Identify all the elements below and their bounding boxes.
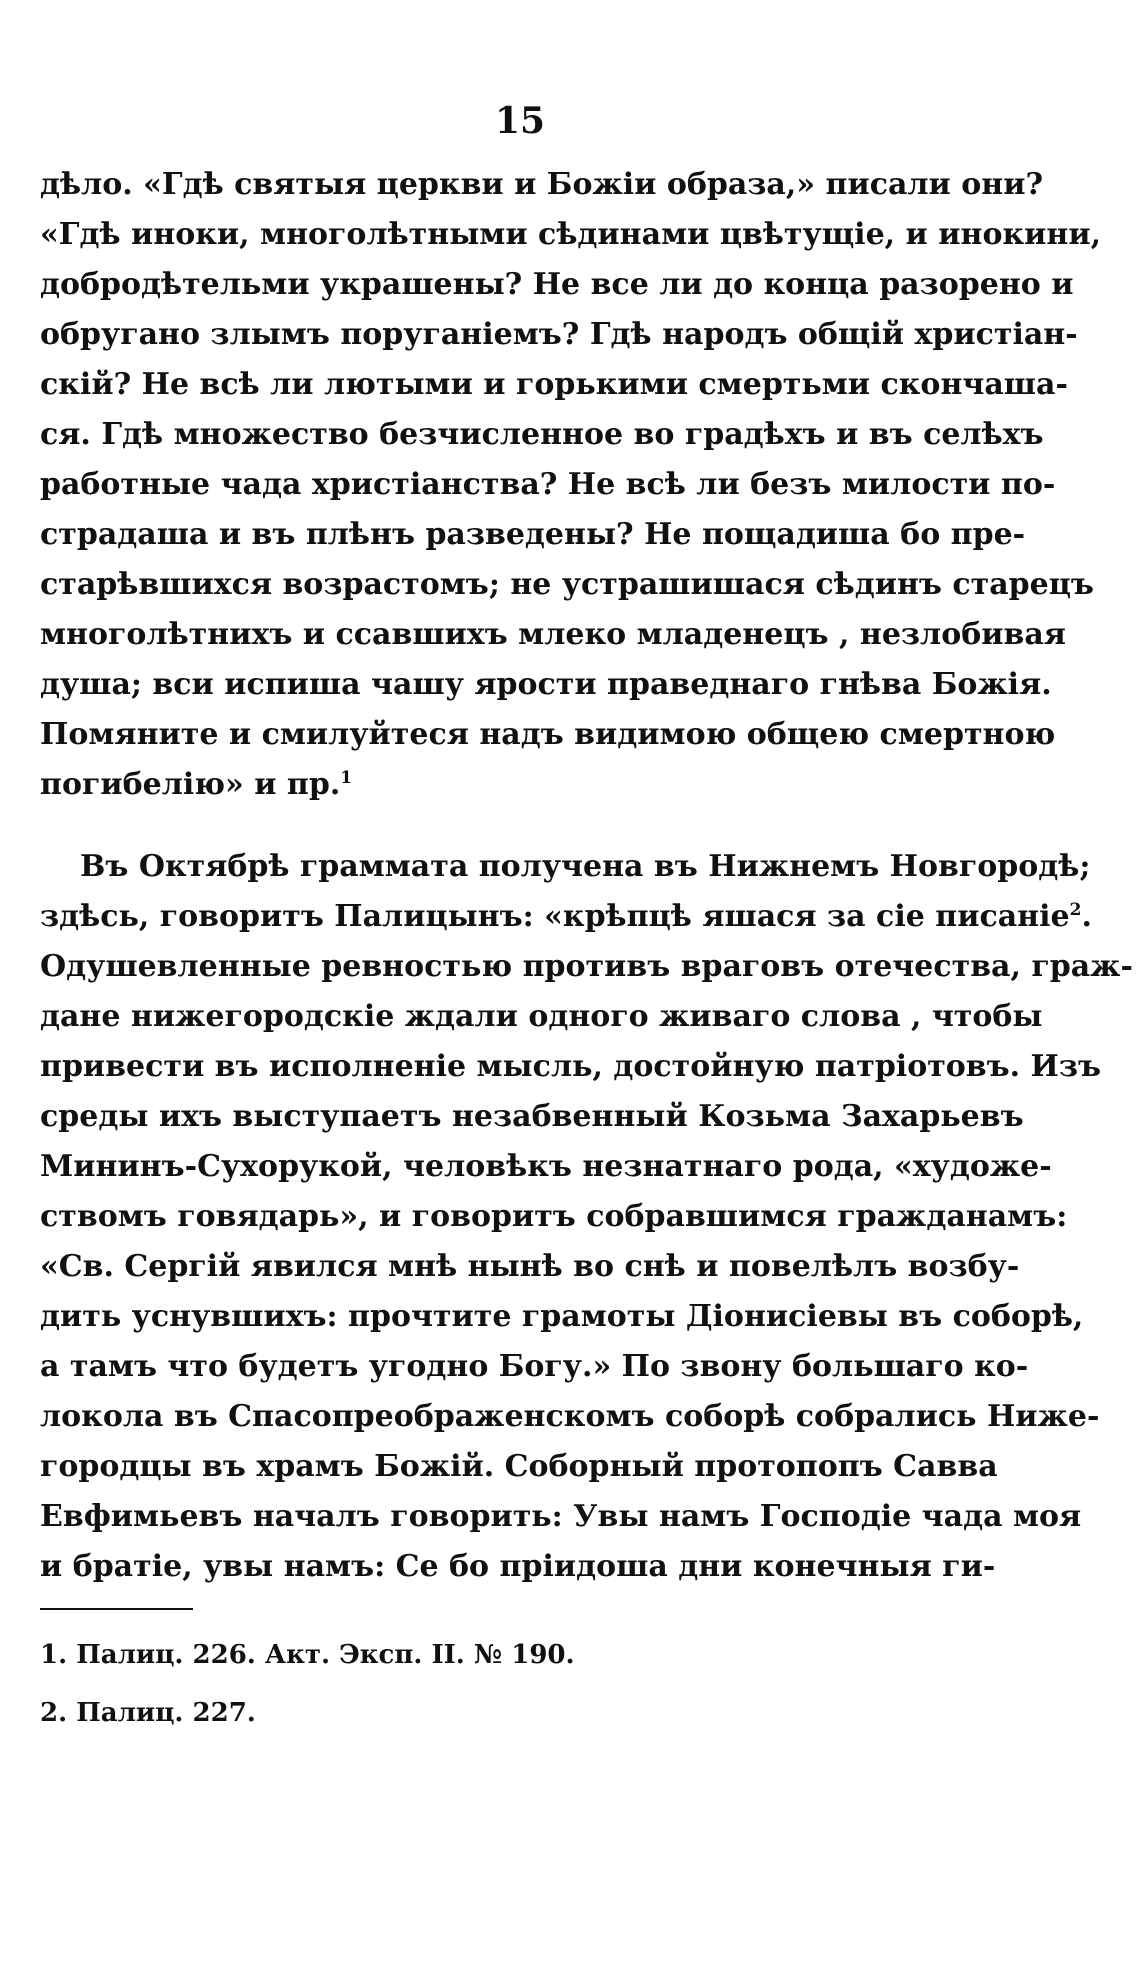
text-line-first: Въ Октябрѣ граммата получена въ Нижнемъ Новгородѣ; — [80, 849, 1091, 884]
text-line: «Св. Сергій явился мнѣ нынѣ во снѣ и повелѣлъ возбу- — [40, 1249, 1020, 1284]
text-line: и братіе, увы намъ: Се бо пріидоша дни конечныя ги- — [40, 1549, 996, 1584]
text-line: ся. Гдѣ множество безчисленное во градѣхъ и въ селѣхъ — [40, 417, 1044, 452]
text-line: «Гдѣ иноки, многолѣтными сѣдинами цвѣтущіе, и инокини, — [40, 217, 1102, 252]
text-line: дить уснувшихъ: прочтите грамоты Діонисіевы въ соборѣ, — [40, 1299, 1084, 1334]
text-line: душа; вси испиша чашу ярости праведнаго гнѣва Божія. — [40, 667, 1052, 702]
text-line: старѣвшихся возрастомъ; не устрашишася сѣдинъ старецъ — [40, 567, 1094, 602]
footnote-ref-1: 1 — [340, 768, 353, 788]
text-line: а тамъ что будетъ угодно Богу.» По звону большаго ко- — [40, 1349, 1029, 1384]
text-line: обругано злымъ поруганіемъ? Гдѣ народъ общій христіан- — [40, 317, 1078, 352]
text-line: добродѣтельми украшены? Не все ли до конца разорено и — [40, 267, 1074, 302]
text-line: Евфимьевъ началъ говорить: Увы намъ Господіе чада моя — [40, 1499, 1082, 1534]
text-line: привести въ исполненіе мысль, достойную патріотовъ. Изъ — [40, 1049, 1102, 1084]
page-number: 15 — [494, 100, 546, 142]
text-line: скій? Не всѣ ли лютыми и горькими смертьми скончаша- — [40, 367, 1068, 402]
text-line: Мининъ-Сухорукой, человѣкъ незнатнаго рода, «художе- — [40, 1149, 1052, 1184]
text-line: многолѣтнихъ и ссавшихъ млеко младенецъ , незлобивая — [40, 617, 1066, 652]
paragraph-2 — [40, 842, 1133, 1592]
footnote-1: 1. Палиц. 226. Акт. Эксп. II. № 190. — [40, 1640, 575, 1670]
line-text-end: . — [1081, 899, 1092, 934]
text-line: ствомъ говядарь», и говоритъ собравшимся гражданамъ: — [40, 1199, 1068, 1234]
footnote-ref-2: 2 — [1069, 900, 1082, 920]
text-line-last — [40, 760, 988, 810]
text-line: Одушевленные ревностью противъ враговъ отечества, граж- — [40, 949, 1133, 984]
text-line: среды ихъ выступаетъ незабвенный Козьма Захарьевъ — [40, 1099, 1024, 1134]
line-text: погибелію» и пр. — [40, 767, 341, 802]
line-text: здѣсь, говоритъ Палицынъ: «крѣпцѣ яшася за сіе писаніе — [40, 899, 1070, 934]
text-line: дане нижегородскіе ждали одного живаго слова , чтобы — [40, 999, 1043, 1034]
text-line: городцы въ храмъ Божій. Соборный протопопъ Савва — [40, 1449, 998, 1484]
footnote-2: 2. Палиц. 227. — [40, 1698, 256, 1728]
text-line: страдаша и въ плѣнъ разведены? Не пощадиша бо пре- — [40, 517, 1026, 552]
paragraph-1 — [40, 160, 1102, 810]
text-line — [40, 892, 1092, 942]
text-line: дѣло. «Гдѣ святыя церкви и Божіи образа,» писали они? — [40, 167, 1044, 202]
text-line: работные чада христіанства? Не всѣ ли безъ милости по- — [40, 467, 1056, 502]
footnote-divider — [40, 1608, 193, 1610]
text-line: Помяните и смилуйтеся надъ видимою общею смертною — [40, 717, 1056, 752]
text-line: локола въ Спасопреображенскомъ соборѣ собрались Ниже- — [40, 1399, 1100, 1434]
